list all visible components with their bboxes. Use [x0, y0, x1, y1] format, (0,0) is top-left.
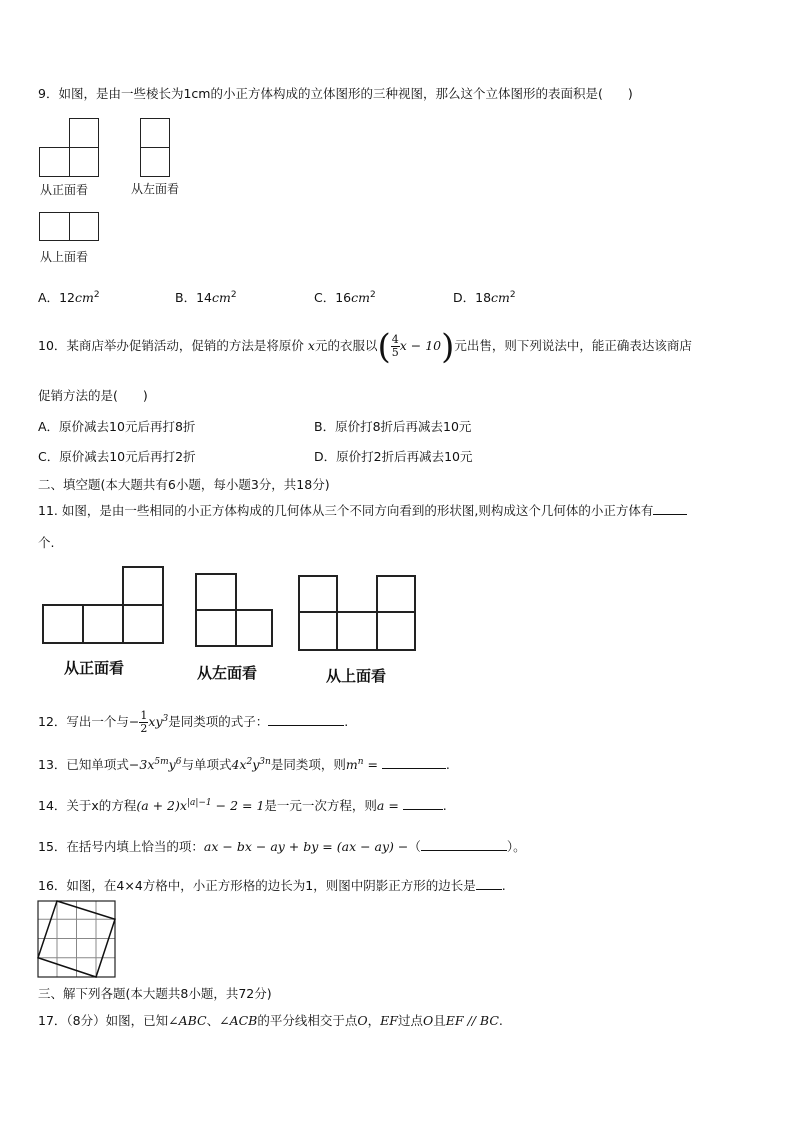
q10-option-a: A．原价减去10元后再打8折 — [38, 419, 196, 434]
q9-stem: 9．如图，是由一些棱长为1cm的小正方体构成的立体图形的三种视图，那么这个立体图形的表面积是( ) — [38, 86, 633, 101]
q9-front-caption: 从正面看 — [40, 183, 89, 197]
q10-option-b: B．原价打8折后再减去10元 — [314, 419, 472, 434]
q12-stem: 12．写出一个与− $\frac{1}{2}$ $xy^3$是同类项的式子： . — [38, 709, 349, 736]
q11-front-caption: 从正面看 — [64, 659, 125, 677]
q11-tail: 个. — [38, 535, 55, 550]
q17-stem: 17．（8分）如图，已知∠ABC、∠ACB的平分线相交于点O，EF过点O且EF // BC. — [38, 1013, 503, 1028]
section-3-heading: 三、解下列各题(本大题共8小题，共72分) — [38, 986, 272, 1001]
section-2-heading: 二、填空题(本大题共有6小题，每小题3分，共18分) — [38, 477, 330, 492]
q10-stem-line1: 10．某商店举办促销活动，促销的方法是将原价 x元的衣服以( $\frac{4}{5}$ x − 10)元出售，则下列说法中，能正确表达该商店 — [38, 326, 692, 367]
q9-top-caption: 从上面看 — [40, 250, 89, 264]
q15-stem: 15．在括号内填上恰当的项：ax − bx − ay + by = (ax − ay) −（ ）。 — [38, 839, 526, 854]
q16-grid-figure — [37, 900, 117, 978]
q10-option-c: C．原价减去10元后再打2折 — [38, 449, 196, 464]
q9-option-a: A．$12cm^2$ — [38, 289, 100, 305]
q11-top-caption: 从上面看 — [326, 667, 387, 685]
q10-stem-line2: 促销方法的是( ) — [38, 388, 148, 403]
q11-left-caption: 从左面看 — [197, 664, 258, 682]
q14-stem: 14．关于x的方程$(a + 2)x^{|a|-1} - 2 = 1$是一元一次方程，则a = . — [38, 797, 447, 813]
q9-option-c: C．$16cm^2$ — [314, 289, 376, 305]
q9-left-caption: 从左面看 — [131, 182, 180, 196]
q16-stem: 16．如图，在4×4方格中，小正方形格的边长为1，则图中阴影正方形的边长是 . — [38, 878, 506, 893]
q11-stem: 11. 如图，是由一些相同的小正方体构成的几何体从三个不同方向看到的形状图,则构成这个几何体的小正方体有 — [38, 501, 687, 519]
q13-stem: 13．已知单项式$-3x^{5m}y^6$与单项式$4x^2y^{3n}$是同类项，则$m^n$ = . — [38, 756, 450, 772]
q9-option-b: B．$14cm^2$ — [175, 289, 237, 305]
q9-option-d: D．$18cm^2$ — [453, 289, 516, 305]
q10-option-d: D．原价打2折后再减去10元 — [314, 449, 473, 464]
